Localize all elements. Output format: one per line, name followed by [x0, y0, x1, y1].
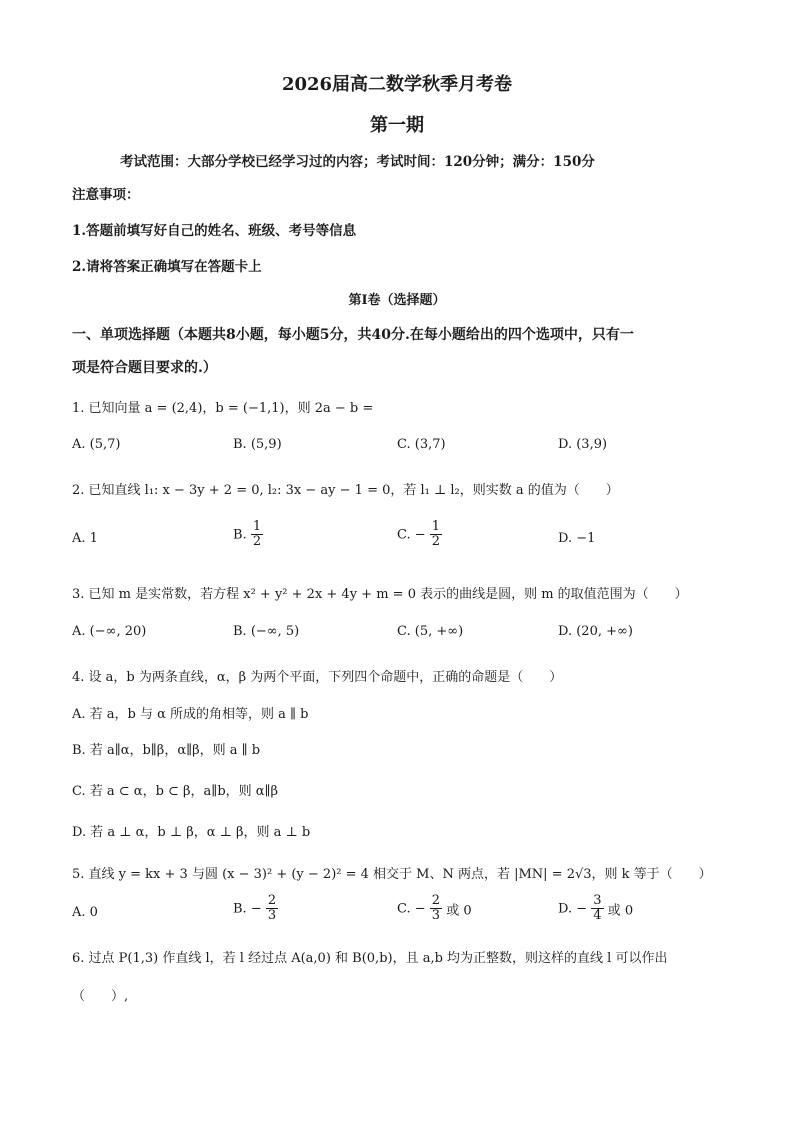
question-3-option-d: D. (20, +∞): [558, 624, 633, 639]
fraction-denominator: 3: [431, 908, 441, 924]
fraction-denominator: 3: [267, 908, 277, 924]
question-1-option-a: A. (5,7): [72, 437, 121, 452]
option-label: B. −: [233, 901, 262, 917]
question-2-option-b: [233, 520, 263, 550]
question-5-option-d: [558, 894, 633, 924]
fraction-numerator: 2: [267, 893, 277, 908]
fraction: [266, 894, 278, 924]
question-3-stem: 3. 已知 m 是实常数，若方程 x² + y² + 2x + 4y + m = 0 表示的曲线是圆，则 m 的取值范围为（ ）: [72, 587, 688, 602]
option-tail: 或 0: [446, 903, 472, 919]
notice-heading: 注意事项：: [72, 187, 140, 203]
exam-scope: 考试范围：大部分学校已经学习过的内容；考试时间：120分钟；满分：150分: [120, 154, 595, 170]
fraction: [430, 894, 442, 924]
notice-item-1: 1.答题前填写好自己的姓名、班级、考号等信息: [72, 223, 357, 239]
question-4-option-b: B. 若 a∥α，b∥β，α∥β，则 a ∥ b: [72, 743, 261, 758]
question-5-option-c: [397, 894, 472, 924]
question-2-option-a: A. 1: [72, 531, 98, 546]
question-5-option-b: [233, 894, 278, 924]
option-label: B.: [233, 527, 247, 543]
question-1-option-d: D. (3,9): [558, 437, 608, 452]
exam-title: 2026届高二数学秋季月考卷: [281, 74, 513, 95]
question-3-option-c: C. (5, +∞): [397, 624, 464, 639]
fraction-denominator: 2: [252, 534, 262, 550]
question-3-option-b: B. (−∞, 5): [233, 624, 300, 639]
fraction-denominator: 4: [593, 908, 602, 924]
question-2-option-d: D. −1: [558, 531, 596, 546]
question-6-stem-line1: 6. 过点 P(1,3) 作直线 l，若 l 经过点 A(a,0) 和 B(0,b)，且 a,b 均为正整数，则这样的直线 l 可以作出: [72, 951, 668, 966]
fraction: [591, 894, 603, 924]
question-5-option-a: A. 0: [72, 905, 98, 920]
question-2-option-c: [397, 520, 442, 550]
question-5-stem: 5. 直线 y = kx + 3 与圆 (x − 3)² + (y − 2)² = 4 相交于 M、N 两点，若 |MN| = 2√3，则 k 等于（ ）: [72, 867, 712, 882]
option-tail: 或 0: [607, 903, 634, 919]
fraction: [251, 520, 263, 550]
question-2-stem: 2. 已知直线 l₁: x − 3y + 2 = 0, l₂: 3x − ay − 1 = 0，若 l₁ ⊥ l₂，则实数 a 的值为（ ）: [72, 483, 619, 498]
fraction-numerator: 1: [252, 519, 262, 534]
question-4-stem: 4. 设 a，b 为两条直线，α，β 为两个平面，下列四个命题中，正确的命题是（ ）: [72, 670, 563, 685]
question-4-option-a: A. 若 a，b 与 α 所成的角相等，则 a ∥ b: [72, 707, 309, 722]
fraction-numerator: 1: [431, 519, 441, 534]
question-1-stem: 1. 已知向量 a = (2,4)，b = (−1,1)，则 2a − b =: [72, 401, 374, 416]
fraction: [430, 520, 442, 550]
option-label: C. −: [397, 901, 426, 917]
section-title: 第I卷（选择题）: [348, 293, 446, 308]
question-4-option-d: D. 若 a ⊥ α，b ⊥ β，α ⊥ β，则 a ⊥ b: [72, 825, 311, 840]
fraction-denominator: 2: [431, 534, 441, 550]
question-6-stem-line2: （ ）,: [72, 989, 129, 1004]
option-label: D. −: [558, 901, 588, 917]
fraction-numerator: 2: [431, 893, 441, 908]
notice-item-2: 2.请将答案正确填写在答题卡上: [72, 259, 262, 275]
question-3-option-a: A. (−∞, 20): [72, 624, 147, 639]
section-instructions-line1: 一、单项选择题（本题共8小题，每小题5分，共40分.在每小题给出的四个选项中，只有一: [72, 327, 634, 343]
question-4-option-c: C. 若 a ⊂ α，b ⊂ β，a∥b，则 α∥β: [72, 784, 279, 799]
question-1-option-b: B. (5,9): [233, 437, 282, 452]
section-instructions-line2: 项是符合题目要求的.）: [72, 360, 217, 376]
option-label: C. −: [397, 527, 426, 543]
exam-subtitle: 第一期: [370, 115, 424, 136]
fraction-numerator: 3: [593, 893, 602, 908]
question-1-option-c: C. (3,7): [397, 437, 446, 452]
